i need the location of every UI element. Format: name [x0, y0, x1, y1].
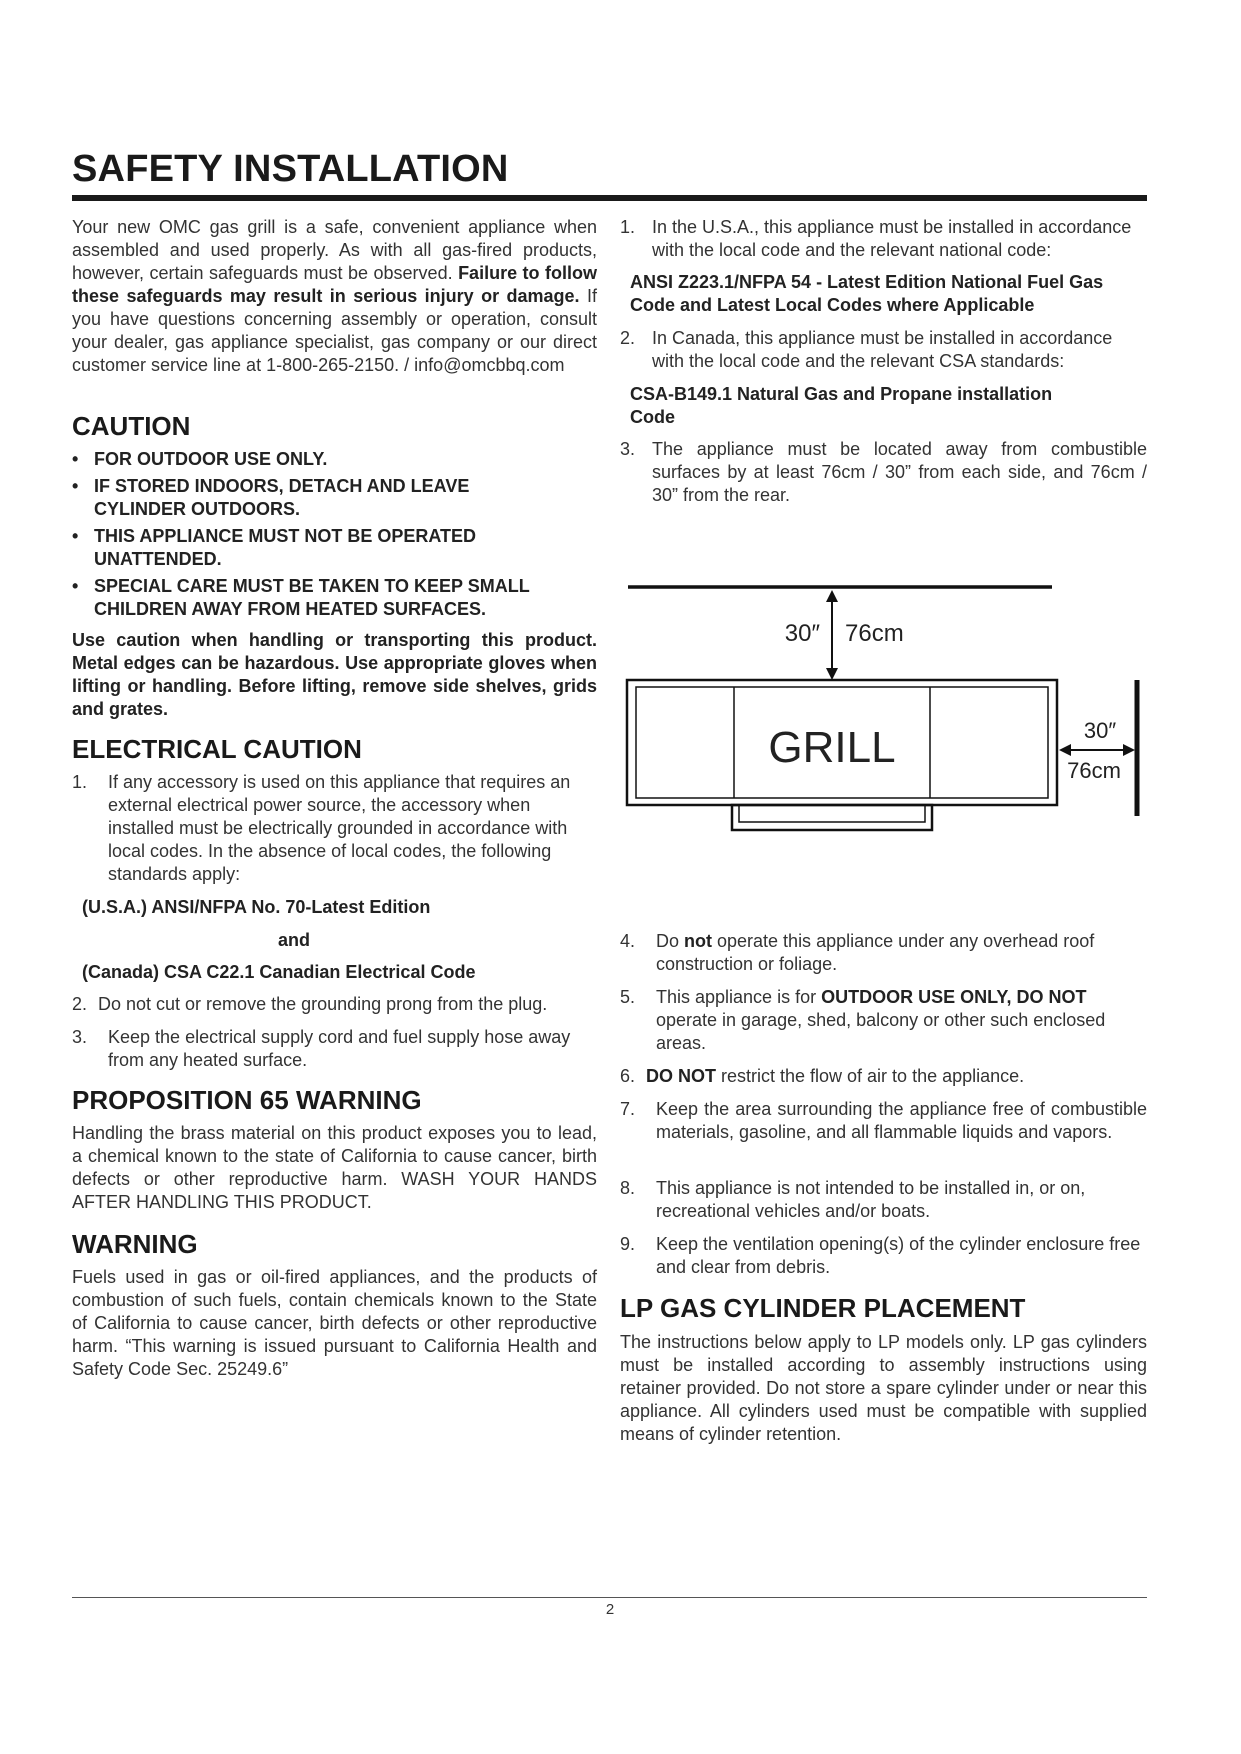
side-clearance-inches: 30″: [1083, 718, 1117, 743]
intro-paragraph: [72, 216, 597, 377]
caution-bullet: • SPECIAL CARE MUST BE TAKEN TO KEEP SMALL CHILDREN AWAY FROM HEATED SURFACES.: [72, 576, 530, 619]
electrical-standard-canada: (Canada) CSA C22.1 Canadian Electrical Code: [82, 962, 476, 982]
bullet-icon: •: [72, 576, 79, 596]
electrical-heading: ELECTRICAL CAUTION: [72, 734, 362, 764]
electrical-item-3: 3. Keep the electrical supply cord and fuel supply hose away from any heated surface.: [72, 1027, 571, 1070]
caution-bullet: • THIS APPLIANCE MUST NOT BE OPERATED UNATTENDED.: [72, 526, 477, 569]
arrow-right-icon: [1123, 744, 1135, 756]
electrical-item-1: 1. If any accessory is used on this appliance that requires an external electrical power source, the accessory when installed must be electrically grounded in accordance with local codes. In the absence of local codes, the following standards apply:: [72, 772, 571, 884]
caution-heading: CAUTION: [72, 411, 191, 441]
intro-bold: Failure to follow these safeguards may result in serious injury or damage.: [72, 263, 598, 306]
bullet-icon: •: [72, 476, 79, 496]
placement-item-9: 9. Keep the ventilation opening(s) of the cylinder enclosure free and clear from debris.: [620, 1234, 1141, 1277]
caution-bullet: • FOR OUTDOOR USE ONLY.: [72, 449, 328, 469]
clearance-diagram: [622, 580, 1152, 860]
footer-divider: [72, 1597, 1147, 1598]
intro-text-1: Your new OMC gas grill is a safe, convenient appliance when assembled and used properly. As with all gas-fired products, however, certain safeguards must be observed.: [72, 217, 597, 283]
lp-heading: LP GAS CYLINDER PLACEMENT: [620, 1293, 1026, 1323]
arrow-up-icon: [826, 590, 838, 602]
bullet-icon: •: [72, 449, 79, 469]
page-number: 2: [605, 1601, 615, 1618]
side-clearance-cm: 76cm: [1067, 758, 1121, 783]
caution-note: Use caution when handling or transporting this product. Metal edges can be hazardous. Use appropriate gloves when lifting or handling. Before lifting, remove side shelves, grids and grates.: [72, 630, 597, 719]
intro-text-2: If you have questions concerning assembly or operation, consult your dealer, gas appliance specialist, gas company or our direct customer service line at 1-800-265-2150. / info@omcbbq.com: [72, 286, 597, 375]
install-item-3: 3. The appliance must be located away from combustible surfaces by at least 76cm / 30” from each side, and 76cm / 30” from the rear.: [620, 439, 1147, 505]
lp-text: The instructions below apply to LP models only. LP gas cylinders must be installed according to assembly instructions using retainer provided. Do not store a spare cylinder under or near this appliance. All cylinders used must be compatible with supplied means of cylinder retention.: [620, 1332, 1147, 1444]
install-item-2: 2. In Canada, this appliance must be installed in accordance with the local code and the relevant CSA standards:: [620, 328, 1113, 371]
warning-text: Fuels used in gas or oil-fired appliances, and the products of combustion of such fuels, contain chemicals known to the State of California to cause cancer, birth defects or other reproductive harm. “This warning is issued pursuant to California Health and Safety Code Sec. 25249.6”: [72, 1267, 597, 1379]
rear-clearance-inches: 30″: [784, 620, 820, 647]
install-item-1: 1. In the U.S.A., this appliance must be installed in accordance with the local code and the relevant national code:: [620, 217, 1132, 260]
electrical-standard-usa: (U.S.A.) ANSI/NFPA No. 70-Latest Edition: [82, 897, 431, 917]
arrow-down-icon: [826, 668, 838, 680]
placement-item-7: 7. Keep the area surrounding the appliance free of combustible materials, gasoline, and all flammable liquids and vapors.: [620, 1099, 1147, 1142]
placement-item-8: 8. This appliance is not intended to be installed in, or on, recreational vehicles and/or boats.: [620, 1178, 1086, 1221]
rear-clearance-cm: 76cm: [845, 620, 904, 647]
prop65-text: Handling the brass material on this product exposes you to lead, a chemical known to the state of California to cause cancer, birth defects or other reproductive harm. WASH YOUR HANDS AFTER HANDLING THIS PRODUCT.: [72, 1123, 597, 1212]
caution-list: [72, 448, 597, 621]
page-title: SAFETY INSTALLATION: [72, 148, 509, 190]
electrical-item-2: 2. Do not cut or remove the grounding prong from the plug.: [72, 994, 548, 1014]
placement-item-4: 4. Do not operate this appliance under any overhead roof construction or foliage.: [620, 931, 1095, 974]
caution-bullet: • IF STORED INDOORS, DETACH AND LEAVE CYLINDER OUTDOORS.: [72, 476, 470, 519]
warning-heading: WARNING: [72, 1229, 198, 1259]
grill-base-tray: [732, 805, 932, 830]
title-divider: [72, 195, 1147, 201]
install-code-2: CSA-B149.1 Natural Gas and Propane installation Code: [630, 384, 1053, 427]
arrow-left-icon: [1059, 744, 1071, 756]
grill-label: GRILL: [768, 723, 896, 772]
prop65-heading: PROPOSITION 65 WARNING: [72, 1085, 422, 1115]
placement-item-6: 6. DO NOT restrict the flow of air to the appliance.: [620, 1066, 1025, 1086]
install-code-1: ANSI Z223.1/NFPA 54 - Latest Edition National Fuel Gas Code and Latest Local Codes where Applicable: [630, 272, 1104, 315]
bullet-icon: •: [72, 526, 79, 546]
grill-base-inner: [739, 805, 925, 822]
electrical-and: and: [278, 930, 311, 950]
placement-item-5: 5. This appliance is for OUTDOOR USE ONLY, DO NOT operate in garage, shed, balcony or other such enclosed areas.: [620, 987, 1106, 1053]
